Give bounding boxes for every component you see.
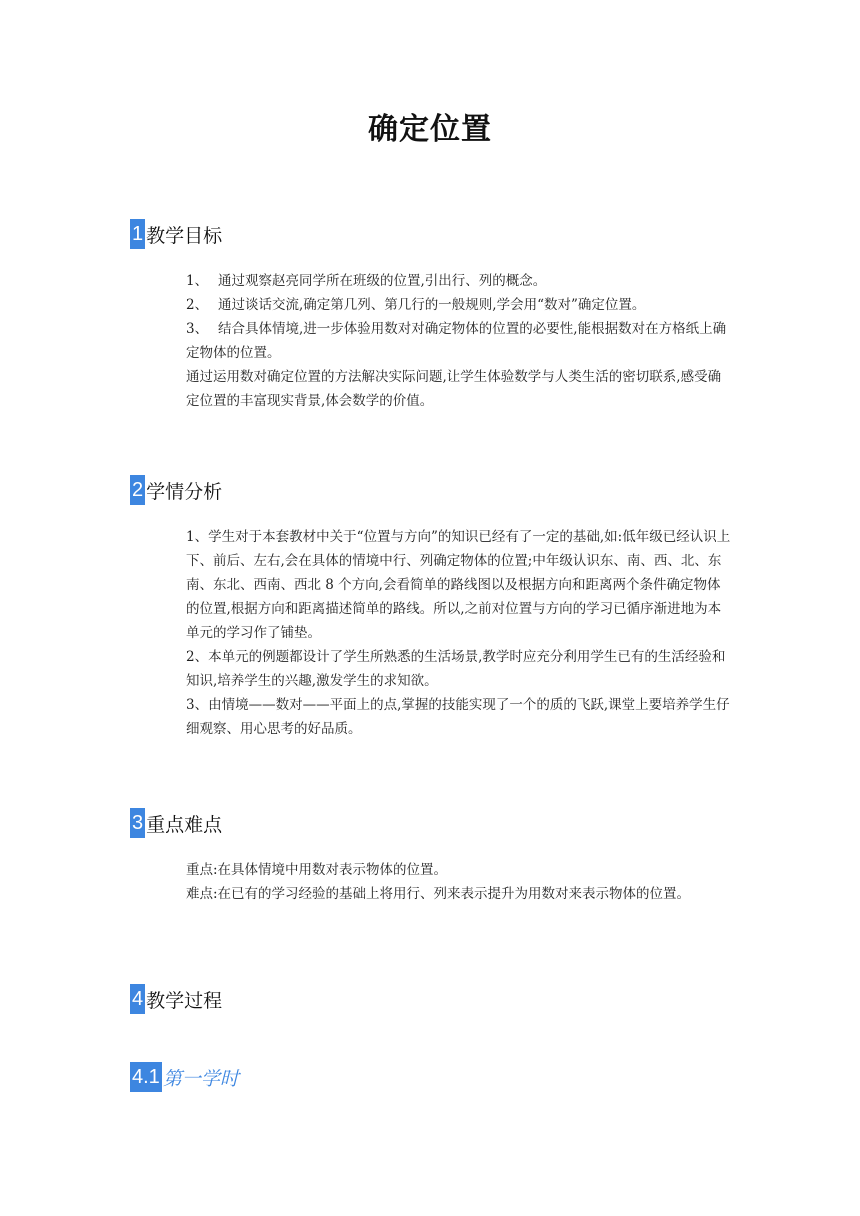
list-item: 2、 通过谈话交流,确定第几列、第几行的一般规则,学会用“数对”确定位置。	[186, 297, 646, 313]
document-title: 确定位置	[368, 112, 492, 147]
section-heading-key-points	[130, 808, 222, 838]
analysis-body	[186, 525, 731, 741]
objectives-body	[186, 269, 731, 413]
section-title: 重点难点	[146, 813, 223, 836]
section-heading-process	[130, 984, 222, 1014]
section-number-badge: 2	[130, 475, 145, 505]
key-points-body	[186, 858, 731, 906]
section-title: 学情分析	[146, 480, 223, 503]
paragraph: 2、本单元的例题都设计了学生所熟悉的生活场景,教学时应充分利用学生已有的生活经验和知识,培养学生的兴趣,激发学生的求知欲。	[186, 649, 726, 689]
section-heading-objectives	[130, 219, 222, 249]
section-number-badge: 1	[130, 219, 145, 249]
section-heading-analysis	[130, 475, 222, 505]
list-item: 1、 通过观察赵亮同学所在班级的位置,引出行、列的概念。	[186, 273, 547, 289]
subsection-heading-first-lesson	[130, 1062, 239, 1092]
paragraph: 3、由情境——数对——平面上的点,掌握的技能实现了一个的质的飞跃,课堂上要培养学生仔细观察、用心思考的好品质。	[186, 697, 730, 737]
section-number-badge: 3	[130, 808, 145, 838]
subsection-title: 第一学时	[162, 1067, 239, 1090]
section-title: 教学目标	[146, 224, 223, 247]
paragraph: 重点:在具体情境中用数对表示物体的位置。	[186, 862, 448, 878]
paragraph: 难点:在已有的学习经验的基础上将用行、列来表示提升为用数对来表示物体的位置。	[186, 886, 691, 902]
paragraph: 1、学生对于本套教材中关于“位置与方向”的知识已经有了一定的基础,如:低年级已经认识上下、前后、左右,会在具体的情境中行、列确定物体的位置;中年级认识东、南、西、北、东南、东北、西南、西北 8 个方向,会看简单的路线图以及根据方向和距离两个条件确定物体的位置,根据方向和距离描述简单的路线。所以,之前对位置与方向的学习已循序渐进地为本单元的学习作了铺垫。	[186, 529, 731, 641]
paragraph: 通过运用数对确定位置的方法解决实际问题,让学生体验数学与人类生活的密切联系,感受确定位置的丰富现实背景,体会数学的价值。	[186, 369, 722, 409]
section-number-badge: 4.1	[130, 1062, 162, 1092]
list-item: 3、 结合具体情境,进一步体验用数对对确定物体的位置的必要性,能根据数对在方格纸上确定物体的位置。	[186, 321, 727, 361]
section-number-badge: 4	[130, 984, 145, 1014]
section-title: 教学过程	[146, 989, 223, 1012]
